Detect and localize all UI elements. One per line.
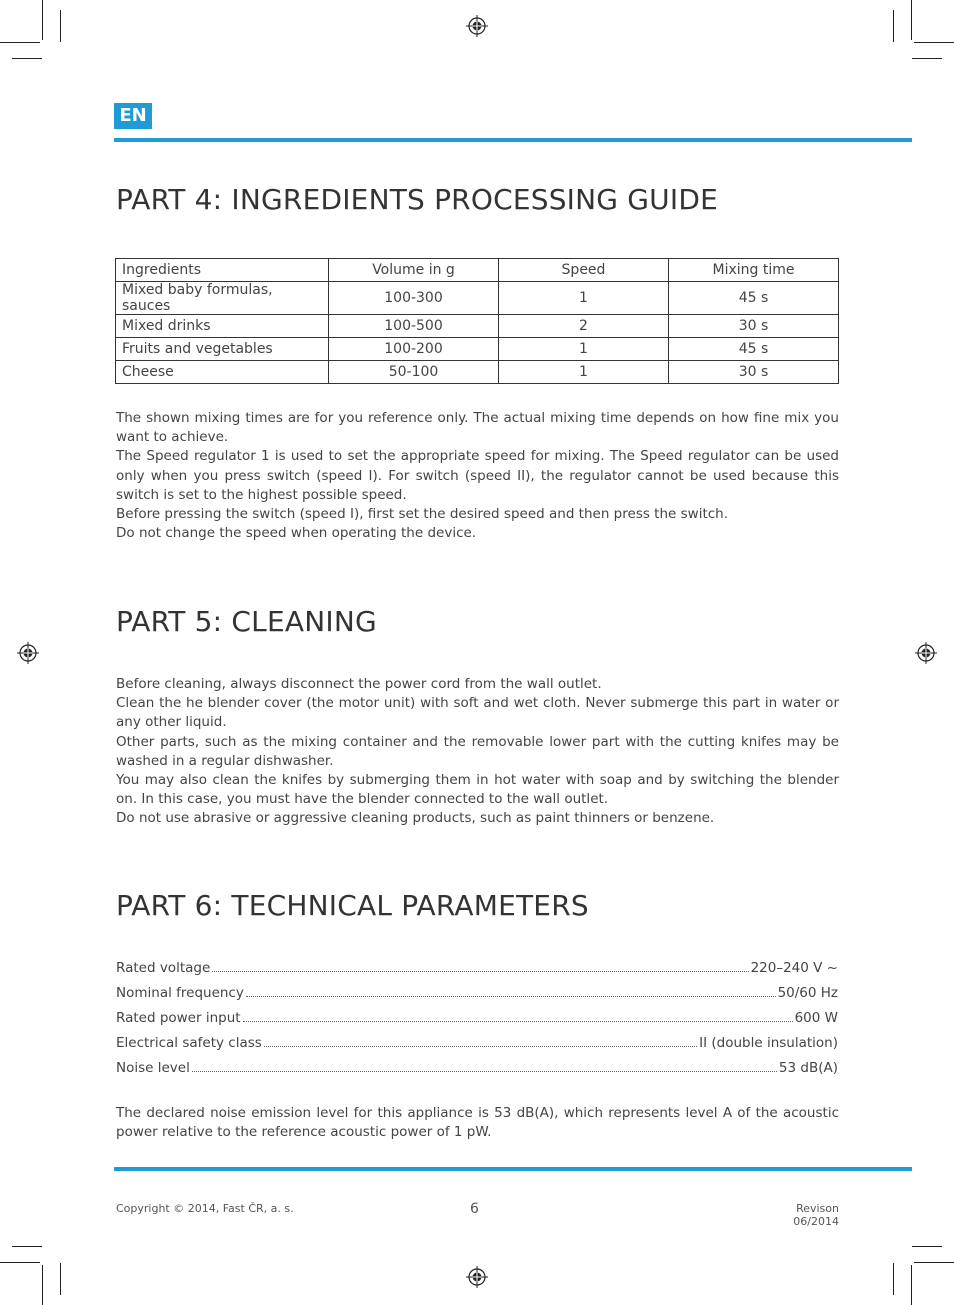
table-cell: Cheese bbox=[116, 361, 329, 384]
registration-mark-icon bbox=[466, 15, 488, 37]
table-cell: 1 bbox=[499, 338, 669, 361]
spec-label: Nominal frequency bbox=[116, 985, 244, 1001]
crop-mark bbox=[893, 10, 894, 42]
part4-title: PART 4: INGREDIENTS PROCESSING GUIDE bbox=[116, 183, 718, 216]
dot-leader bbox=[243, 1021, 793, 1022]
crop-mark bbox=[893, 1263, 894, 1295]
spec-label: Noise level bbox=[116, 1060, 190, 1076]
ingredients-table bbox=[115, 258, 839, 384]
crop-mark bbox=[914, 1262, 954, 1263]
table-cell: 45 s bbox=[669, 338, 839, 361]
dot-leader bbox=[264, 1046, 697, 1047]
crop-mark bbox=[912, 1246, 942, 1247]
table-header: Ingredients bbox=[116, 259, 329, 282]
table-cell: Fruits and vegetables bbox=[116, 338, 329, 361]
spec-value: II (double insulation) bbox=[699, 1035, 838, 1051]
spec-value: 53 dB(A) bbox=[778, 1060, 838, 1076]
spec-row-noise-level bbox=[116, 1060, 838, 1080]
table-row bbox=[116, 282, 839, 315]
dot-leader bbox=[192, 1071, 777, 1072]
crop-mark bbox=[42, 1265, 43, 1305]
registration-mark-icon bbox=[466, 1266, 488, 1288]
noise-note: The declared noise emission level for this appliance is 53 dB(A), which represents level A of the acoustic power relative to the reference acoustic power of 1 pW. bbox=[116, 1105, 839, 1141]
paragraph: Other parts, such as the mixing container and the removable lower part with the cutting knifes may be washed in a regular dishwasher. bbox=[116, 733, 839, 769]
language-badge: EN bbox=[114, 103, 152, 129]
table-header: Speed bbox=[499, 259, 669, 282]
header-rule bbox=[114, 138, 912, 142]
table-cell: 30 s bbox=[669, 315, 839, 338]
crop-mark bbox=[911, 1265, 912, 1305]
paragraph: Do not use abrasive or aggressive cleaning products, such as paint thinners or benzene. bbox=[116, 810, 715, 827]
table-cell: 2 bbox=[499, 315, 669, 338]
spec-row-rated-power bbox=[116, 1010, 838, 1030]
registration-mark-icon bbox=[915, 642, 937, 664]
spec-label: Electrical safety class bbox=[116, 1035, 262, 1051]
paragraph: Before cleaning, always disconnect the power cord from the wall outlet. bbox=[116, 676, 602, 692]
part4-text bbox=[116, 409, 839, 543]
table-cell: 100-200 bbox=[329, 338, 499, 361]
spec-value: 50/60 Hz bbox=[777, 985, 838, 1001]
table-header: Mixing time bbox=[669, 259, 839, 282]
part5-text bbox=[116, 675, 839, 829]
paragraph: The shown mixing times are for you reference only. The actual mixing time depends on how fine mix you want to achieve. bbox=[116, 410, 839, 446]
part5-title: PART 5: CLEANING bbox=[116, 605, 377, 638]
spec-label: Rated power input bbox=[116, 1010, 241, 1026]
spec-label: Rated voltage bbox=[116, 960, 211, 976]
dot-leader bbox=[212, 971, 748, 972]
table-row bbox=[116, 361, 839, 384]
paragraph: Do not change the speed when operating the device. bbox=[116, 525, 477, 542]
spec-row-nominal-frequency bbox=[116, 985, 838, 1005]
crop-mark bbox=[914, 42, 954, 43]
part6-title: PART 6: TECHNICAL PARAMETERS bbox=[116, 889, 589, 922]
dot-leader bbox=[246, 996, 776, 997]
crop-mark bbox=[0, 42, 40, 43]
crop-mark bbox=[60, 10, 61, 42]
table-cell: 50-100 bbox=[329, 361, 499, 384]
crop-mark bbox=[911, 0, 912, 40]
table-cell: 30 s bbox=[669, 361, 839, 384]
table-cell: Mixed baby formulas, sauces bbox=[116, 282, 329, 315]
footer-rule bbox=[114, 1167, 912, 1171]
crop-mark bbox=[12, 1246, 42, 1247]
table-cell: 45 s bbox=[669, 282, 839, 315]
footer-revision: Revison 06/2014 bbox=[793, 1202, 839, 1228]
table-row bbox=[116, 315, 839, 338]
table-row bbox=[116, 338, 839, 361]
paragraph: The Speed regulator 1 is used to set the appropriate speed for mixing. The Speed regulator can be used only when you press switch (speed I). For switch (speed II), the regulator cannot be used because this switch is set to the highest possible speed. bbox=[116, 448, 839, 503]
spec-row-rated-voltage bbox=[116, 960, 838, 980]
table-header: Volume in g bbox=[329, 259, 499, 282]
registration-mark-icon bbox=[17, 642, 39, 664]
page-number: 6 bbox=[470, 1201, 479, 1217]
crop-mark bbox=[12, 58, 42, 59]
table-cell: 100-500 bbox=[329, 315, 499, 338]
table-cell: 1 bbox=[499, 282, 669, 315]
crop-mark bbox=[42, 0, 43, 40]
spec-value: 600 W bbox=[794, 1010, 838, 1026]
crop-mark bbox=[912, 58, 942, 59]
paragraph: You may also clean the knifes by submerging them in hot water with soap and by switching the blender on. In this case, you must have the blender connected to the wall outlet. bbox=[116, 772, 839, 808]
table-cell: 100-300 bbox=[329, 282, 499, 315]
table-cell: Mixed drinks bbox=[116, 315, 329, 338]
spec-value: 220–240 V ~ bbox=[750, 960, 838, 976]
footer-copyright: Copyright © 2014, Fast ČR, a. s. bbox=[116, 1202, 294, 1215]
table-cell: 1 bbox=[499, 361, 669, 384]
crop-mark bbox=[0, 1262, 40, 1263]
crop-mark bbox=[60, 1263, 61, 1295]
paragraph: Before pressing the switch (speed I), first set the desired speed and then press the switch. bbox=[116, 506, 729, 523]
paragraph: Clean the he blender cover (the motor unit) with soft and wet cloth. Never submerge this part in water or any other liquid. bbox=[116, 695, 839, 731]
table-header-row bbox=[116, 259, 839, 282]
spec-row-safety-class bbox=[116, 1035, 838, 1055]
